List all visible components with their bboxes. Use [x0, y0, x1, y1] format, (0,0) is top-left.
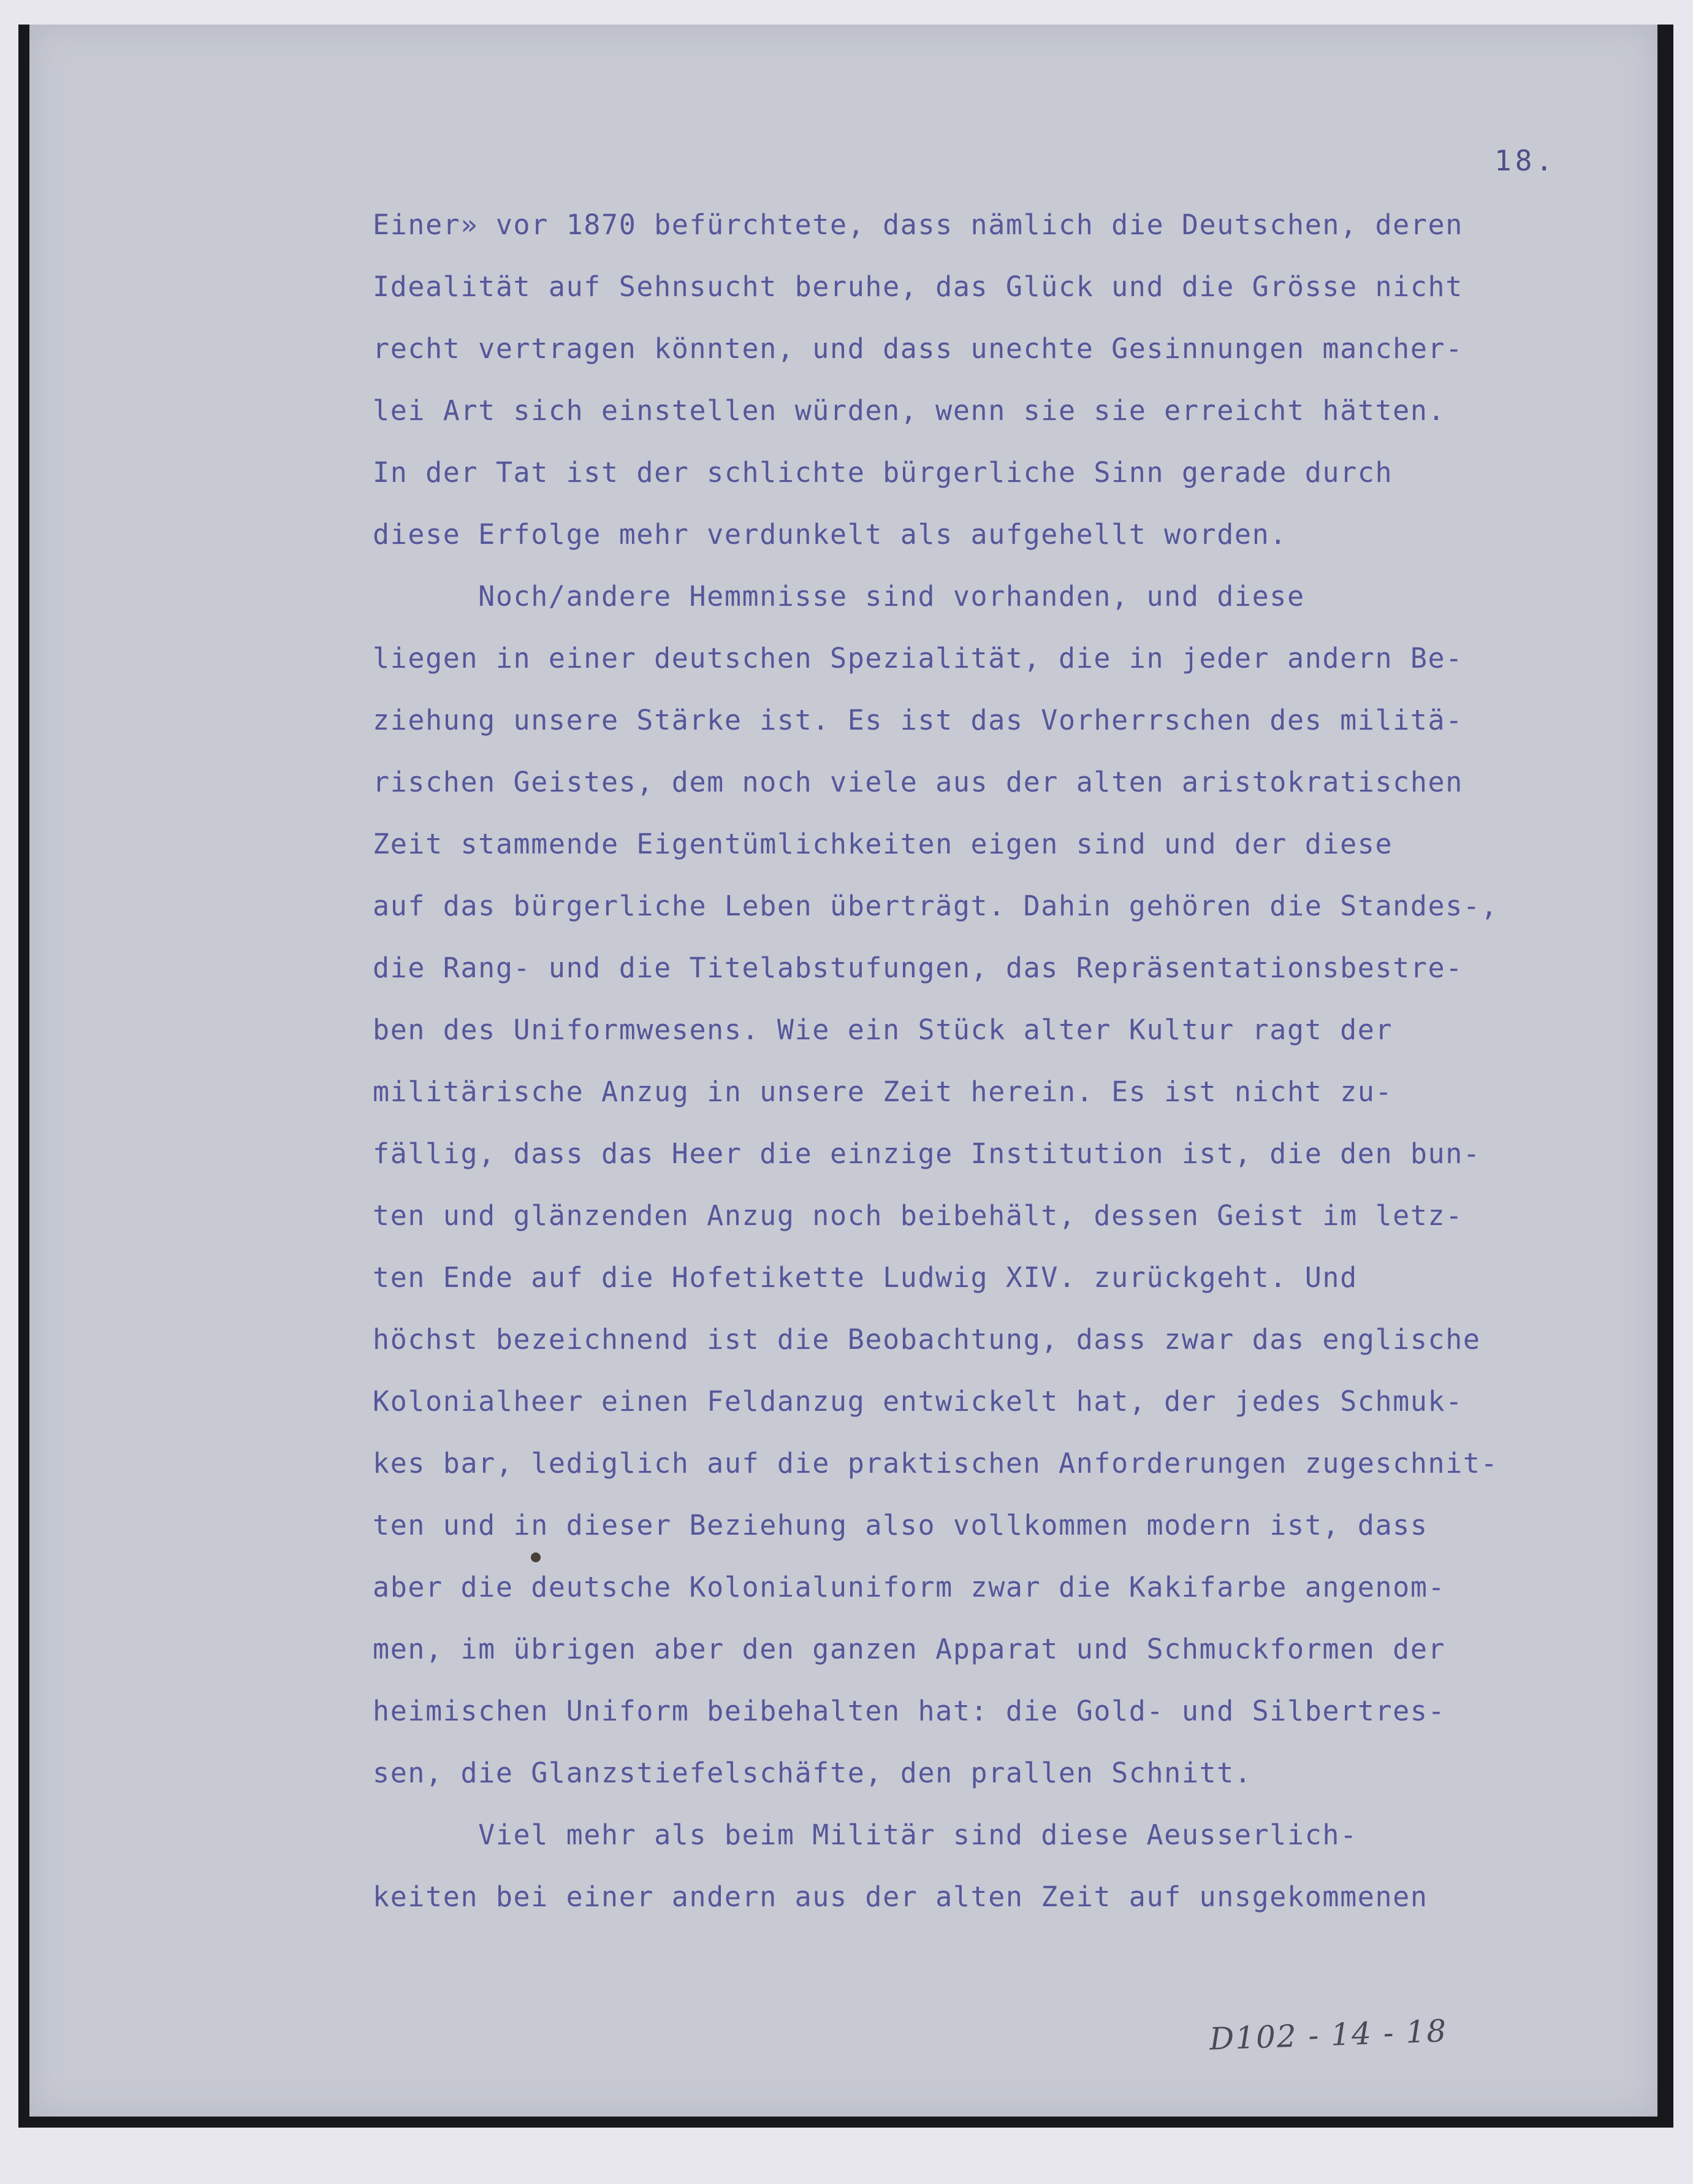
text-line: lei Art sich einstellen würden, wenn sie sie erreicht hätten. — [373, 394, 1446, 427]
typewritten-page — [29, 25, 1657, 2117]
text-line: heimischen Uniform beibehalten hat: die Gold- und Silbertres- — [373, 1695, 1446, 1727]
text-line: men, im übrigen aber den ganzen Apparat und Schmuckformen der — [373, 1633, 1446, 1665]
text-line: ben des Uniformwesens. Wie ein Stück alter Kultur ragt der — [373, 1014, 1393, 1046]
text-line: fällig, dass das Heer die einzige Institution ist, die den bun- — [373, 1137, 1481, 1170]
text-line: diese Erfolge mehr verdunkelt als aufgehellt worden. — [373, 518, 1287, 551]
text-line: Einer» vor 1870 befürchtete, dass nämlich die Deutschen, deren — [373, 208, 1463, 241]
text-line: ziehung unsere Stärke ist. Es ist das Vorherrschen des militä- — [373, 704, 1463, 736]
archive-signature: D102 - 14 - 18 — [1209, 2013, 1448, 2057]
text-line: Idealität auf Sehnsucht beruhe, das Glück und die Grösse nicht — [373, 270, 1463, 303]
text-line: Zeit stammende Eigentümlichkeiten eigen sind und der diese — [373, 828, 1393, 860]
text-line: liegen in einer deutschen Spezialität, die in jeder andern Be- — [373, 642, 1463, 674]
text-line: militärische Anzug in unsere Zeit herein. Es ist nicht zu- — [373, 1075, 1393, 1108]
text-line: keiten bei einer andern aus der alten Zeit auf unsgekommenen — [373, 1880, 1428, 1913]
page-number: 18. — [1494, 144, 1557, 177]
text-line: Kolonialheer einen Feldanzug entwickelt hat, der jedes Schmuk- — [373, 1385, 1463, 1418]
text-line: recht vertragen könnten, und dass unechte Gesinnungen mancher- — [373, 332, 1463, 365]
text-line: Viel mehr als beim Militär sind diese Aeusserlich- — [373, 1819, 1358, 1851]
body-text — [29, 25, 1657, 2117]
text-line: ten Ende auf die Hofetikette Ludwig XIV. zurückgeht. Und — [373, 1261, 1358, 1294]
text-line: sen, die Glanzstiefelschäfte, den prallen Schnitt. — [373, 1757, 1252, 1789]
text-line: ten und glänzenden Anzug noch beibehält, dessen Geist im letz- — [373, 1199, 1463, 1232]
text-line: aber die deutsche Kolonialuniform zwar die Kakifarbe angenom- — [373, 1571, 1446, 1603]
text-line: ten und in dieser Beziehung also vollkommen modern ist, dass — [373, 1509, 1428, 1541]
text-line: höchst bezeichnend ist die Beobachtung, dass zwar das englische — [373, 1323, 1481, 1356]
text-line: In der Tat ist der schlichte bürgerliche Sinn gerade durch — [373, 456, 1393, 489]
text-line: kes bar, lediglich auf die praktischen Anforderungen zugeschnit- — [373, 1447, 1499, 1480]
text-line: die Rang- und die Titelabstufungen, das Repräsentationsbestre- — [373, 952, 1463, 984]
text-line: rischen Geistes, dem noch viele aus der alten aristokratischen — [373, 766, 1463, 798]
text-line: auf das bürgerliche Leben überträgt. Dahin gehören die Standes-, — [373, 890, 1499, 922]
text-line: Noch/andere Hemmnisse sind vorhanden, und diese — [373, 580, 1305, 613]
ink-spot — [531, 1552, 541, 1562]
